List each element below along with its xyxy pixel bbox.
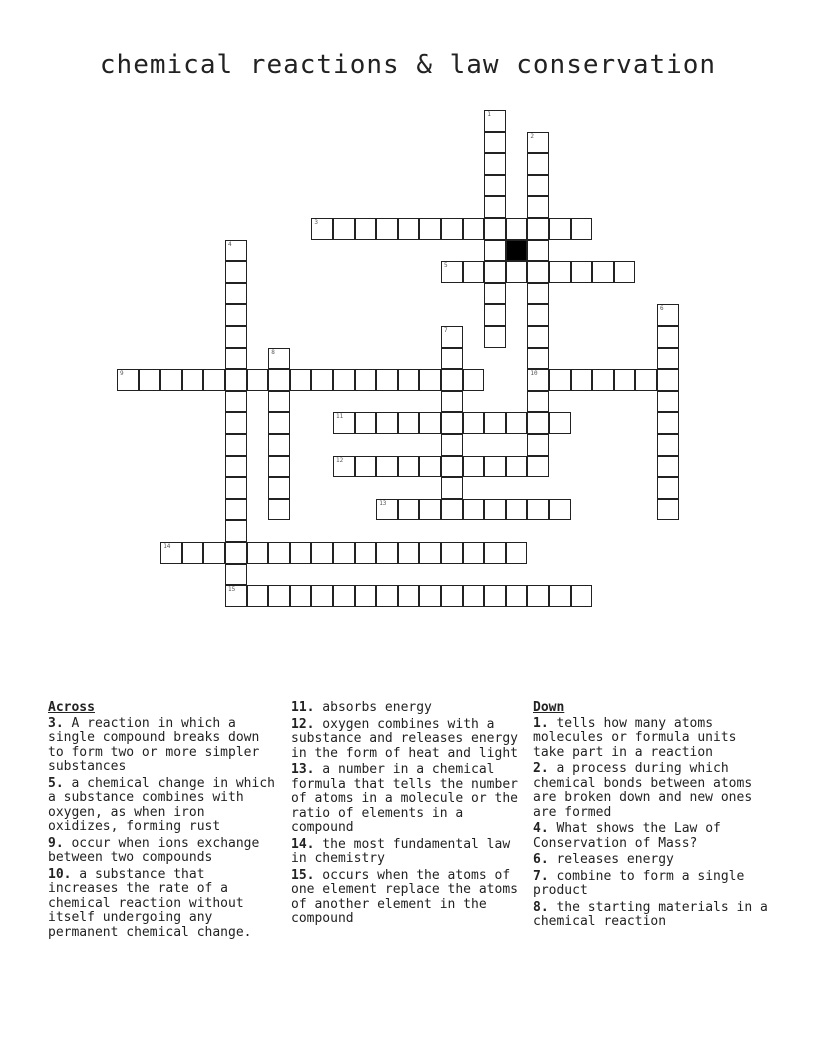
clue-item bbox=[533, 901, 769, 930]
clue-number: 7. bbox=[533, 868, 549, 884]
grid-cell[interactable] bbox=[268, 412, 290, 434]
cell-number: 12 bbox=[336, 456, 344, 464]
grid-cell[interactable] bbox=[441, 391, 463, 413]
grid-cell[interactable] bbox=[225, 304, 247, 326]
grid-cell[interactable] bbox=[225, 391, 247, 413]
grid-cell[interactable] bbox=[527, 369, 549, 391]
clue-number: 8. bbox=[533, 899, 549, 915]
grid-cell[interactable] bbox=[657, 326, 679, 348]
clue-item bbox=[533, 762, 769, 820]
clue-item bbox=[48, 777, 280, 835]
clue-item bbox=[48, 837, 280, 866]
grid-cell[interactable] bbox=[463, 218, 485, 240]
grid-cell[interactable] bbox=[355, 412, 377, 434]
grid-cell[interactable] bbox=[571, 218, 593, 240]
clue-item bbox=[291, 869, 523, 927]
grid-cell[interactable] bbox=[614, 261, 636, 283]
grid-cell[interactable] bbox=[398, 499, 420, 521]
grid-cell[interactable] bbox=[333, 412, 355, 434]
grid-cell[interactable] bbox=[657, 391, 679, 413]
grid-cell[interactable] bbox=[225, 283, 247, 305]
grid-cell[interactable] bbox=[225, 520, 247, 542]
clue-text: occurs when the atoms of one element replace the atoms of another element in the compound bbox=[291, 867, 518, 926]
grid-cell[interactable] bbox=[441, 585, 463, 607]
cell-number: 15 bbox=[228, 586, 236, 594]
grid-cell[interactable] bbox=[506, 218, 528, 240]
clue-number: 15. bbox=[291, 867, 315, 883]
clue-number: 13. bbox=[291, 762, 315, 777]
grid-cell[interactable] bbox=[484, 412, 506, 434]
grid-cell[interactable] bbox=[657, 477, 679, 499]
clue-item bbox=[291, 718, 523, 762]
grid-cell[interactable] bbox=[484, 304, 506, 326]
grid-cell[interactable] bbox=[657, 412, 679, 434]
cell-number: 5 bbox=[444, 262, 448, 270]
grid-cell[interactable] bbox=[484, 153, 506, 175]
grid-cell[interactable] bbox=[527, 175, 549, 197]
clue-item bbox=[533, 870, 769, 899]
grid-cell[interactable] bbox=[160, 369, 182, 391]
grid-cell[interactable] bbox=[182, 369, 204, 391]
grid-cell[interactable] bbox=[203, 542, 225, 564]
grid-cell[interactable] bbox=[484, 261, 506, 283]
clue-text: releases energy bbox=[548, 852, 674, 867]
grid-cell[interactable] bbox=[484, 175, 506, 197]
clue-text: oxygen combines with a substance and releases energy in the form of heat and light bbox=[291, 716, 518, 761]
clue-number: 11. bbox=[291, 700, 315, 715]
grid-cell[interactable] bbox=[376, 369, 398, 391]
down-clues-column bbox=[533, 701, 769, 932]
grid-cell[interactable] bbox=[527, 153, 549, 175]
grid-cell[interactable] bbox=[484, 240, 506, 262]
grid-cell[interactable] bbox=[527, 196, 549, 218]
grid-cell[interactable] bbox=[549, 218, 571, 240]
grid-cell[interactable] bbox=[355, 369, 377, 391]
grid-cell[interactable] bbox=[635, 369, 657, 391]
grid-cell[interactable] bbox=[419, 218, 441, 240]
cell-number: 4 bbox=[228, 240, 232, 248]
grid-cell[interactable] bbox=[484, 456, 506, 478]
clue-text: What shows the Law of Conservation of Mass? bbox=[533, 821, 721, 851]
grid-cell[interactable] bbox=[484, 110, 506, 132]
grid-cell[interactable] bbox=[527, 434, 549, 456]
clue-item bbox=[533, 717, 769, 761]
grid-cell[interactable] bbox=[290, 369, 312, 391]
grid-cell[interactable] bbox=[225, 240, 247, 262]
across-clues-column-1 bbox=[48, 701, 280, 942]
grid-cell[interactable] bbox=[376, 218, 398, 240]
clue-text: a substance that increases the rate of a chemical reaction without itself undergoing any permanent chemical change. bbox=[48, 866, 252, 940]
grid-cell[interactable] bbox=[225, 412, 247, 434]
grid-cell[interactable] bbox=[225, 477, 247, 499]
grid-cell[interactable] bbox=[268, 348, 290, 370]
clue-text: combine to form a single product bbox=[533, 868, 745, 898]
grid-cell[interactable] bbox=[441, 326, 463, 348]
grid-cell[interactable] bbox=[419, 369, 441, 391]
grid-cell[interactable] bbox=[484, 132, 506, 154]
cell-number: 7 bbox=[444, 327, 448, 334]
grid-cell[interactable] bbox=[657, 499, 679, 521]
grid-cell[interactable] bbox=[203, 369, 225, 391]
clue-number: 2. bbox=[533, 761, 549, 776]
grid-cell[interactable] bbox=[527, 218, 549, 240]
grid-cell[interactable] bbox=[376, 456, 398, 478]
clue-item bbox=[533, 853, 769, 868]
grid-cell[interactable] bbox=[484, 542, 506, 564]
grid-cell[interactable] bbox=[333, 369, 355, 391]
grid-cell[interactable] bbox=[333, 585, 355, 607]
grid-cell[interactable] bbox=[592, 261, 614, 283]
clue-text: occur when ions exchange between two compounds bbox=[48, 835, 260, 865]
grid-cell[interactable] bbox=[527, 240, 549, 262]
clue-item bbox=[291, 701, 523, 716]
grid-cell[interactable] bbox=[333, 542, 355, 564]
grid-cell[interactable] bbox=[117, 369, 139, 391]
grid-cell[interactable] bbox=[419, 499, 441, 521]
grid-cell[interactable] bbox=[398, 542, 420, 564]
clue-number: 12. bbox=[291, 716, 315, 732]
grid-cell[interactable] bbox=[506, 456, 528, 478]
grid-cell[interactable] bbox=[419, 585, 441, 607]
grid-cell[interactable] bbox=[549, 499, 571, 521]
clue-text: the starting materials in a chemical reaction bbox=[533, 899, 768, 929]
grid-cell[interactable] bbox=[527, 304, 549, 326]
grid-cell[interactable] bbox=[225, 585, 247, 607]
clue-number: 9. bbox=[48, 835, 64, 851]
grid-cell[interactable] bbox=[225, 499, 247, 521]
grid-cell[interactable] bbox=[376, 499, 398, 521]
grid-cell[interactable] bbox=[419, 456, 441, 478]
cell-number: 2 bbox=[530, 132, 535, 140]
grid-cell[interactable] bbox=[657, 434, 679, 456]
grid-cell[interactable] bbox=[419, 412, 441, 434]
grid-cell[interactable] bbox=[225, 348, 247, 370]
grid-cell[interactable] bbox=[506, 499, 528, 521]
grid-cell-blocked bbox=[506, 240, 528, 262]
clue-item bbox=[291, 838, 523, 867]
clue-text: absorbs energy bbox=[314, 700, 432, 715]
grid-cell[interactable] bbox=[571, 261, 593, 283]
grid-cell[interactable] bbox=[268, 456, 290, 478]
grid-cell[interactable] bbox=[506, 261, 528, 283]
grid-cell[interactable] bbox=[419, 542, 441, 564]
grid-cell[interactable] bbox=[225, 434, 247, 456]
grid-cell[interactable] bbox=[268, 434, 290, 456]
grid-cell[interactable] bbox=[549, 412, 571, 434]
grid-cell[interactable] bbox=[160, 542, 182, 564]
grid-cell[interactable] bbox=[355, 542, 377, 564]
grid-cell[interactable] bbox=[398, 412, 420, 434]
grid-cell[interactable] bbox=[571, 369, 593, 391]
cell-number: 3 bbox=[314, 219, 319, 226]
grid-cell[interactable] bbox=[484, 283, 506, 305]
grid-cell[interactable] bbox=[290, 542, 312, 564]
grid-cell[interactable] bbox=[311, 542, 333, 564]
grid-cell[interactable] bbox=[268, 499, 290, 521]
clue-number: 6. bbox=[533, 852, 549, 867]
grid-cell[interactable] bbox=[484, 218, 506, 240]
grid-cell[interactable] bbox=[527, 326, 549, 348]
grid-cell[interactable] bbox=[463, 456, 485, 478]
clue-number: 5. bbox=[48, 775, 64, 791]
grid-cell[interactable] bbox=[571, 585, 593, 607]
grid-cell[interactable] bbox=[484, 196, 506, 218]
grid-cell[interactable] bbox=[311, 369, 333, 391]
grid-cell[interactable] bbox=[441, 542, 463, 564]
clue-text: a process during which chemical bonds between atoms are broken down and new ones are formed bbox=[533, 761, 753, 820]
grid-cell[interactable] bbox=[225, 542, 247, 564]
grid-cell[interactable] bbox=[311, 585, 333, 607]
grid-cell[interactable] bbox=[527, 456, 549, 478]
clue-text: a chemical change in which a substance combines with oxygen, as when iron oxidizes, forming rust bbox=[48, 775, 275, 834]
grid-cell[interactable] bbox=[484, 326, 506, 348]
grid-cell[interactable] bbox=[592, 369, 614, 391]
clue-item bbox=[48, 868, 280, 941]
grid-cell[interactable] bbox=[355, 585, 377, 607]
grid-cell[interactable] bbox=[376, 412, 398, 434]
grid-cell[interactable] bbox=[247, 542, 269, 564]
grid-cell[interactable] bbox=[463, 412, 485, 434]
grid-cell[interactable] bbox=[376, 542, 398, 564]
grid-cell[interactable] bbox=[441, 369, 463, 391]
grid-cell[interactable] bbox=[657, 456, 679, 478]
clue-text: the most fundamental law in chemistry bbox=[291, 836, 511, 866]
grid-cell[interactable] bbox=[527, 261, 549, 283]
grid-cell[interactable] bbox=[506, 585, 528, 607]
grid-cell[interactable] bbox=[527, 585, 549, 607]
grid-cell[interactable] bbox=[463, 585, 485, 607]
clue-text: A reaction in which a single compound breaks down to form two or more simpler substances bbox=[48, 715, 260, 774]
grid-cell[interactable] bbox=[225, 326, 247, 348]
grid-cell[interactable] bbox=[225, 456, 247, 478]
grid-cell[interactable] bbox=[549, 261, 571, 283]
clue-number: 14. bbox=[291, 836, 315, 852]
grid-cell[interactable] bbox=[441, 434, 463, 456]
grid-cell[interactable] bbox=[398, 456, 420, 478]
puzzle-title: chemical reactions & law conservation bbox=[99, 50, 717, 80]
cell-number: 14 bbox=[163, 543, 171, 550]
grid-cell[interactable] bbox=[182, 542, 204, 564]
across-clues-column-2 bbox=[291, 701, 523, 929]
cell-number: 6 bbox=[660, 305, 664, 313]
grid-cell[interactable] bbox=[376, 585, 398, 607]
grid-cell[interactable] bbox=[225, 369, 247, 391]
grid-cell[interactable] bbox=[268, 585, 290, 607]
grid-cell[interactable] bbox=[549, 585, 571, 607]
grid-cell[interactable] bbox=[311, 218, 333, 240]
grid-cell[interactable] bbox=[247, 369, 269, 391]
clue-item bbox=[291, 763, 523, 836]
grid-cell[interactable] bbox=[463, 369, 485, 391]
grid-cell[interactable] bbox=[463, 261, 485, 283]
cell-number: 8 bbox=[271, 348, 275, 356]
grid-cell[interactable] bbox=[355, 456, 377, 478]
clue-text: tells how many atoms molecules or formula units take part in a reaction bbox=[533, 715, 737, 760]
grid-cell[interactable] bbox=[225, 564, 247, 586]
grid-cell[interactable] bbox=[268, 369, 290, 391]
grid-cell[interactable] bbox=[463, 499, 485, 521]
grid-cell[interactable] bbox=[139, 369, 161, 391]
grid-cell[interactable] bbox=[398, 218, 420, 240]
grid-cell[interactable] bbox=[527, 348, 549, 370]
grid-cell[interactable] bbox=[398, 585, 420, 607]
clue-number: 1. bbox=[533, 715, 549, 731]
grid-cell[interactable] bbox=[441, 348, 463, 370]
down-heading: Down bbox=[533, 700, 565, 715]
cell-number: 13 bbox=[379, 499, 387, 507]
clue-number: 10. bbox=[48, 866, 72, 882]
clue-text: a number in a chemical formula that tells the number of atoms in a molecule or the ratio of elements in a compound bbox=[291, 762, 518, 835]
grid-cell[interactable] bbox=[506, 542, 528, 564]
grid-cell[interactable] bbox=[527, 132, 549, 154]
grid-cell[interactable] bbox=[225, 261, 247, 283]
clue-number: 4. bbox=[533, 821, 549, 836]
grid-cell[interactable] bbox=[441, 477, 463, 499]
grid-cell[interactable] bbox=[355, 218, 377, 240]
grid-cell[interactable] bbox=[398, 369, 420, 391]
grid-cell[interactable] bbox=[463, 542, 485, 564]
grid-cell[interactable] bbox=[549, 369, 571, 391]
grid-cell[interactable] bbox=[290, 585, 312, 607]
grid-cell[interactable] bbox=[441, 261, 463, 283]
grid-cell[interactable] bbox=[247, 585, 269, 607]
clue-item bbox=[48, 717, 280, 775]
across-heading: Across bbox=[48, 700, 95, 715]
grid-cell[interactable] bbox=[527, 412, 549, 434]
cell-number: 1 bbox=[487, 111, 491, 118]
grid-cell[interactable] bbox=[657, 304, 679, 326]
grid-cell[interactable] bbox=[657, 369, 679, 391]
grid-cell[interactable] bbox=[333, 218, 355, 240]
grid-cell[interactable] bbox=[657, 348, 679, 370]
grid-cell[interactable] bbox=[527, 391, 549, 413]
grid-cell[interactable] bbox=[614, 369, 636, 391]
grid-cell[interactable] bbox=[527, 499, 549, 521]
grid-cell[interactable] bbox=[268, 391, 290, 413]
grid-cell[interactable] bbox=[506, 412, 528, 434]
grid-cell[interactable] bbox=[441, 456, 463, 478]
clue-item bbox=[533, 822, 769, 851]
grid-cell[interactable] bbox=[268, 542, 290, 564]
grid-cell[interactable] bbox=[484, 499, 506, 521]
grid-cell[interactable] bbox=[484, 585, 506, 607]
grid-cell[interactable] bbox=[527, 283, 549, 305]
cell-number: 9 bbox=[120, 370, 124, 378]
cell-number: 10 bbox=[530, 370, 538, 378]
grid-cell[interactable] bbox=[268, 477, 290, 499]
cell-number: 11 bbox=[336, 413, 344, 421]
grid-cell[interactable] bbox=[441, 412, 463, 434]
grid-cell[interactable] bbox=[441, 218, 463, 240]
grid-cell[interactable] bbox=[333, 456, 355, 478]
clue-number: 3. bbox=[48, 715, 64, 731]
grid-cell[interactable] bbox=[441, 499, 463, 521]
